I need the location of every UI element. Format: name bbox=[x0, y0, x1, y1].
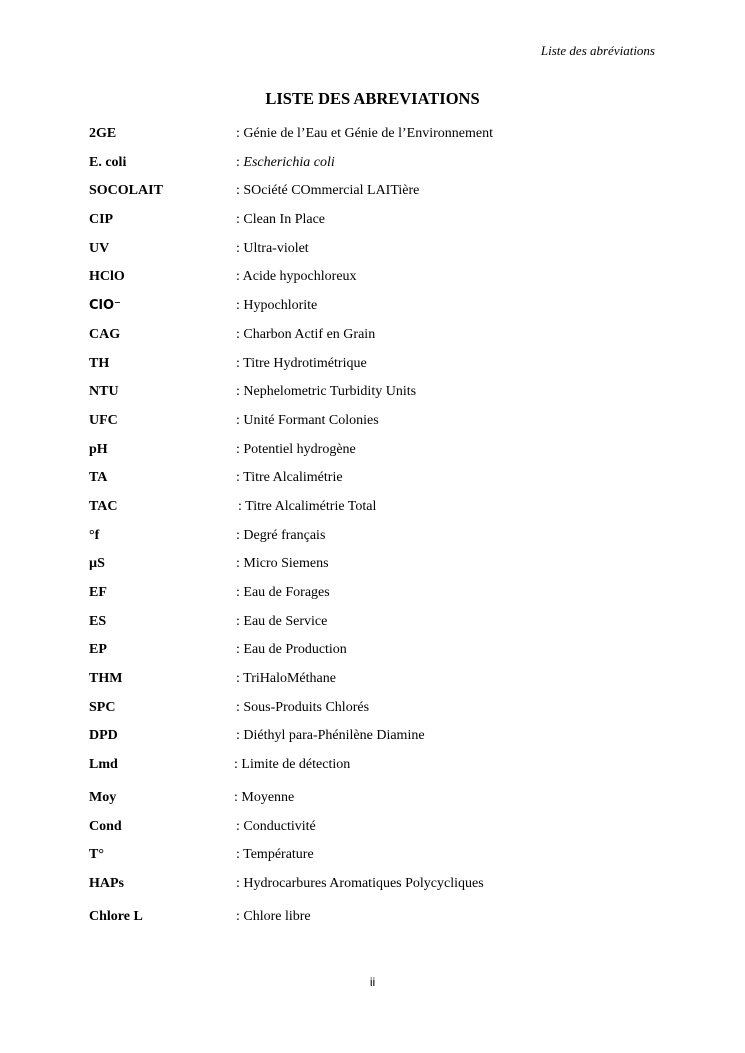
abbreviation-term: NTU bbox=[89, 384, 119, 400]
definition-separator: : bbox=[236, 412, 244, 428]
abbreviation-definition bbox=[236, 845, 314, 865]
definition-text: Potentiel hydrogène bbox=[243, 441, 356, 457]
abbreviation-row bbox=[89, 726, 669, 755]
abbreviation-row bbox=[89, 669, 669, 698]
definition-text: SOciété COmmercial LAITière bbox=[243, 183, 420, 199]
abbreviation-definition bbox=[236, 698, 369, 718]
definition-separator: : bbox=[236, 613, 244, 629]
definition-text: Escherichia coli bbox=[243, 154, 335, 170]
definition-separator: : bbox=[236, 384, 244, 400]
abbreviation-term: E. coli bbox=[89, 154, 127, 170]
abbreviation-row bbox=[89, 755, 669, 784]
definition-text: TriHaloMéthane bbox=[243, 671, 336, 687]
abbreviation-definition bbox=[236, 817, 316, 837]
page-title: LISTE DES ABREVIATIONS bbox=[265, 89, 480, 108]
definition-text: Micro Siemens bbox=[243, 556, 329, 572]
abbreviation-term: SPC bbox=[89, 699, 116, 715]
abbreviation-definition bbox=[236, 726, 425, 746]
abbreviation-row bbox=[89, 239, 669, 268]
abbreviation-term: ClO⁻ bbox=[89, 298, 121, 314]
abbreviation-definition bbox=[236, 325, 375, 345]
abbreviation-definition bbox=[236, 411, 379, 431]
abbreviation-row bbox=[89, 325, 669, 354]
abbreviation-definition bbox=[236, 583, 330, 603]
definition-separator: : bbox=[236, 212, 244, 228]
abbreviation-definition bbox=[236, 181, 419, 201]
abbreviation-row bbox=[89, 382, 669, 411]
abbreviation-row bbox=[89, 267, 669, 296]
abbreviation-term: °f bbox=[89, 527, 100, 543]
abbreviation-row bbox=[89, 181, 669, 210]
abbreviation-row bbox=[89, 210, 669, 239]
definition-text: Acide hypochloreux bbox=[242, 269, 357, 285]
definition-text: Hydrocarbures Aromatiques Polycycliques bbox=[243, 875, 484, 891]
abbreviation-definition bbox=[236, 239, 309, 259]
abbreviation-definition bbox=[236, 612, 327, 632]
definition-separator: : bbox=[236, 126, 244, 141]
abbreviation-definition bbox=[236, 124, 493, 144]
abbreviation-row bbox=[89, 497, 669, 526]
definition-separator: : bbox=[238, 498, 246, 514]
definition-text: Eau de Production bbox=[243, 642, 347, 658]
abbreviation-definition bbox=[236, 354, 367, 374]
abbreviation-term: Moy bbox=[89, 789, 117, 805]
definition-text: Charbon Actif en Grain bbox=[243, 326, 376, 342]
abbreviation-definition bbox=[234, 755, 350, 775]
abbreviation-row bbox=[89, 874, 669, 903]
abbreviation-definition bbox=[236, 210, 325, 230]
abbreviation-term: Chlore L bbox=[89, 908, 143, 924]
abbreviation-row bbox=[89, 296, 669, 325]
definition-separator: : bbox=[236, 908, 244, 924]
abbreviation-term: EP bbox=[89, 642, 107, 658]
abbreviation-term: UV bbox=[89, 240, 110, 256]
definition-text: Titre Hydrotimétrique bbox=[243, 355, 367, 371]
definition-separator: : bbox=[236, 154, 244, 170]
abbreviation-definition bbox=[236, 874, 484, 894]
definition-separator: : bbox=[234, 757, 242, 773]
definition-separator: : bbox=[236, 556, 244, 572]
abbreviation-term: T° bbox=[89, 847, 104, 863]
abbreviation-row bbox=[89, 817, 669, 846]
abbreviation-definition bbox=[236, 669, 336, 689]
definition-separator: : bbox=[236, 326, 244, 342]
definition-text: Nephelometric Turbidity Units bbox=[243, 384, 417, 400]
definition-text: Hypochlorite bbox=[243, 298, 318, 314]
definition-separator: : bbox=[236, 671, 244, 687]
abbreviation-list bbox=[89, 124, 669, 935]
abbreviation-row bbox=[89, 698, 669, 727]
abbreviation-term: Cond bbox=[89, 818, 122, 834]
abbreviation-row bbox=[89, 788, 669, 817]
abbreviation-row bbox=[89, 612, 669, 641]
page-number: ii bbox=[369, 975, 376, 989]
abbreviation-term: EF bbox=[89, 585, 107, 600]
abbreviation-definition bbox=[236, 468, 343, 488]
abbreviation-term: 2GE bbox=[89, 126, 117, 141]
abbreviation-term: SOCOLAIT bbox=[89, 183, 163, 199]
abbreviation-definition bbox=[236, 267, 357, 287]
definition-separator: : bbox=[236, 818, 244, 834]
definition-text: Ultra-violet bbox=[243, 240, 309, 256]
abbreviation-definition bbox=[238, 497, 376, 517]
abbreviation-term: HAPs bbox=[89, 875, 124, 891]
definition-separator: : bbox=[236, 728, 244, 744]
definition-separator: : bbox=[236, 585, 244, 600]
abbreviation-definition bbox=[236, 640, 347, 660]
abbreviation-definition bbox=[236, 296, 317, 316]
abbreviation-row bbox=[89, 124, 669, 153]
definition-text: Clean In Place bbox=[243, 212, 326, 228]
definition-separator: : bbox=[236, 355, 244, 371]
definition-separator: : bbox=[236, 527, 244, 543]
abbreviation-row bbox=[89, 640, 669, 669]
abbreviation-term: UFC bbox=[89, 412, 118, 428]
definition-separator: : bbox=[236, 642, 244, 658]
definition-text: Eau de Forages bbox=[243, 585, 330, 600]
definition-separator: : bbox=[236, 441, 244, 457]
abbreviation-term: Lmd bbox=[89, 757, 118, 773]
abbreviation-row bbox=[89, 411, 669, 440]
definition-separator: : bbox=[236, 269, 243, 285]
definition-separator: : bbox=[236, 470, 244, 486]
definition-text: Titre Alcalimétrie Total bbox=[245, 498, 377, 514]
abbreviation-term: TH bbox=[89, 355, 110, 371]
abbreviation-definition bbox=[236, 526, 325, 546]
definition-text: Limite de détection bbox=[241, 757, 351, 773]
abbreviation-term: THM bbox=[89, 671, 123, 687]
abbreviation-row bbox=[89, 354, 669, 383]
definition-separator: : bbox=[236, 240, 244, 256]
definition-separator: : bbox=[236, 183, 244, 199]
running-header: Liste des abréviations bbox=[540, 43, 655, 58]
abbreviation-term: HClO bbox=[89, 269, 125, 285]
abbreviation-term: DPD bbox=[89, 728, 118, 744]
definition-text: Eau de Service bbox=[243, 613, 328, 629]
abbreviation-term: TAC bbox=[89, 498, 118, 514]
definition-separator: : bbox=[236, 699, 244, 715]
abbreviation-definition bbox=[234, 788, 294, 808]
definition-text: Unité Formant Colonies bbox=[243, 412, 379, 428]
abbreviation-row bbox=[89, 583, 669, 612]
definition-text: Titre Alcalimétrie bbox=[243, 470, 343, 486]
abbreviation-row bbox=[89, 526, 669, 555]
abbreviation-row bbox=[89, 845, 669, 874]
definition-separator: : bbox=[236, 847, 244, 863]
abbreviation-term: ES bbox=[89, 613, 107, 629]
abbreviation-definition bbox=[236, 440, 356, 460]
definition-text: Degré français bbox=[243, 527, 326, 543]
abbreviation-term: µS bbox=[89, 556, 105, 572]
abbreviation-definition bbox=[236, 554, 329, 574]
abbreviation-term: TA bbox=[89, 470, 108, 486]
definition-text: Diéthyl para-Phénilène Diamine bbox=[243, 728, 425, 744]
definition-text: Sous-Produits Chlorés bbox=[243, 699, 370, 715]
abbreviation-term: CIP bbox=[89, 212, 114, 228]
abbreviation-definition bbox=[236, 153, 335, 173]
abbreviation-definition bbox=[236, 907, 311, 927]
abbreviation-row bbox=[89, 554, 669, 583]
definition-text: Conductivité bbox=[243, 818, 316, 834]
abbreviation-term: pH bbox=[89, 441, 108, 457]
abbreviation-row bbox=[89, 440, 669, 469]
abbreviation-term: CAG bbox=[89, 326, 121, 342]
definition-separator: : bbox=[234, 789, 242, 805]
abbreviation-row bbox=[89, 153, 669, 182]
definition-text: Moyenne bbox=[241, 789, 295, 805]
abbreviation-row bbox=[89, 907, 669, 936]
abbreviation-definition bbox=[236, 382, 416, 402]
definition-text: Chlore libre bbox=[243, 908, 311, 924]
definition-text: Génie de l’Eau et Génie de l’Environnement bbox=[243, 126, 493, 141]
abbreviation-row bbox=[89, 468, 669, 497]
definition-separator: : bbox=[236, 298, 244, 314]
definition-text: Température bbox=[243, 847, 314, 863]
definition-separator: : bbox=[236, 875, 244, 891]
